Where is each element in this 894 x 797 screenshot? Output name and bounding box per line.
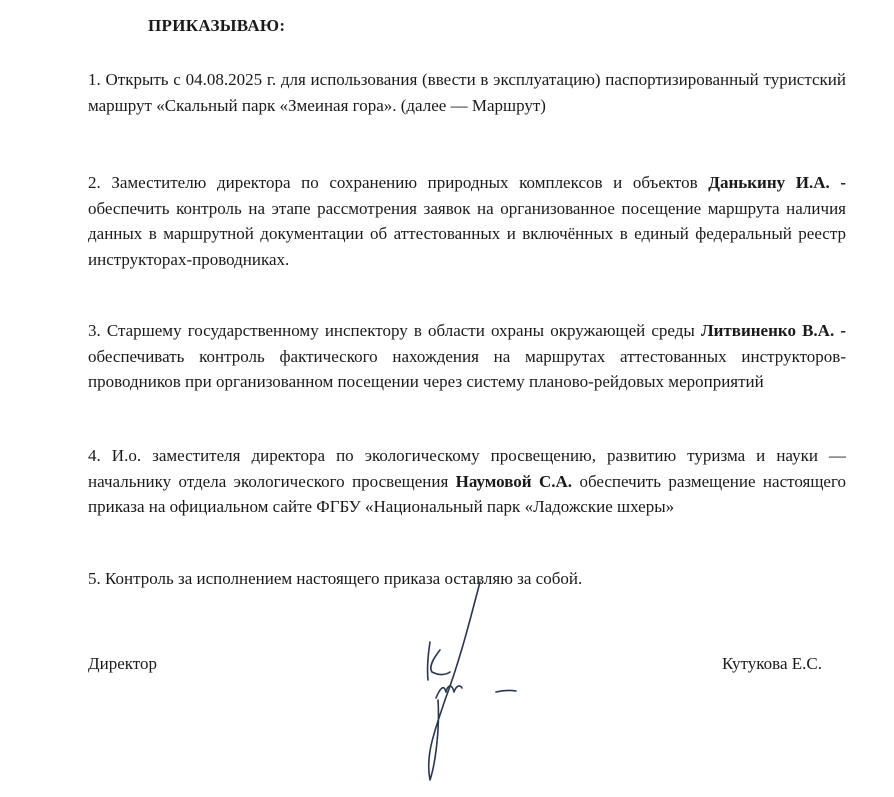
item-5-text: 5. Контроль за исполнением настоящего приказа оставляю за собой. [88, 569, 583, 588]
handwritten-signature [400, 580, 540, 790]
order-heading: ПРИКАЗЫВАЮ: [148, 16, 286, 35]
item-4-text-a: 4. И.о. заместителя директора по экологическому просвещению, развитию туризма и науки — начальнику отдела экологического просвещения [88, 446, 846, 491]
order-item-4 [88, 443, 846, 520]
item-3-text-b: обеспечивать контроль фактического нахождения на маршрутах аттестованных инструкторов-проводников при организованном посещении через систему планово-рейдовых мероприятий [88, 346, 846, 391]
item-1-text: 1. Открыть с 04.08.2025 г. для использования (ввести в эксплуатацию) паспортизированный туристский маршрут «Скальный парк «Змеиная гора». (далее — Маршрут) [88, 70, 846, 115]
signature-role: Директор [88, 654, 157, 673]
item-2-text-b: обеспечить контроль на этапе рассмотрения заявок на организованное посещение маршрута наличия данных в маршрутной документации об аттестованных и включённых в единый федеральный реестр инструкторах-проводниках. [88, 198, 846, 269]
order-item-2 [88, 170, 846, 272]
item-3-person: Литвиненко В.А. - [700, 321, 846, 340]
order-item-3 [88, 318, 846, 395]
item-4-person: Наумовой С.А. [455, 471, 573, 491]
item-3-text-a: 3. Старшему государственному инспектору в области охраны окружающей среды [88, 321, 701, 340]
item-2-text-a: 2. Заместителю директора по сохранению природных комплексов и объектов [88, 173, 709, 192]
item-4-text-b: обеспечить размещение настоящего приказа на официальном сайте ФГБУ «Национальный парк «Ладожские шхеры» [88, 471, 847, 516]
signature-name: Кутукова Е.С. [722, 654, 822, 673]
order-item-1 [88, 67, 846, 118]
item-2-person: Данькину И.А. - [708, 173, 846, 192]
